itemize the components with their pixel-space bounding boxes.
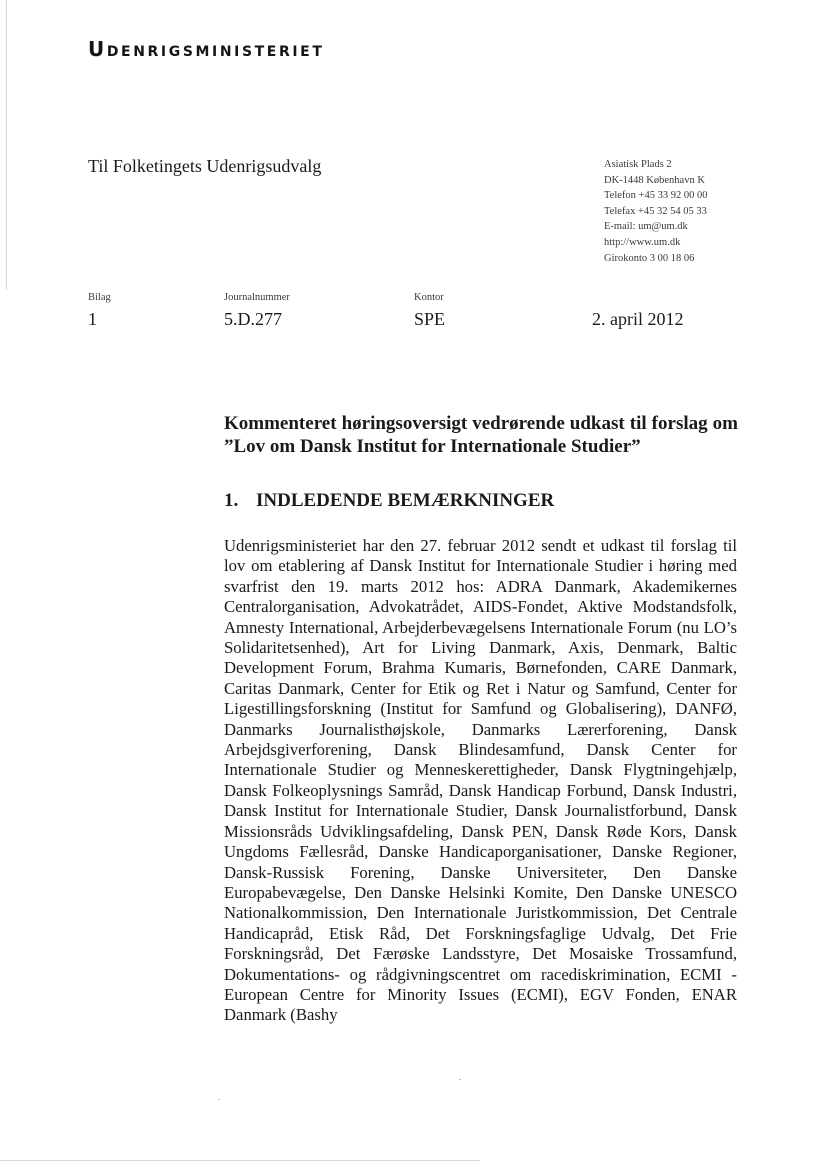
kontor-value: SPE — [414, 309, 446, 329]
section-number: 1. — [224, 490, 239, 511]
kontor-label: Kontor — [414, 292, 444, 303]
scan-speck — [459, 1079, 461, 1080]
email-line: E-mail: um@um.dk — [604, 221, 688, 233]
journal-value: 5.D.277 — [224, 309, 282, 329]
ministry-letterhead: Udenrigsministeriet — [88, 37, 325, 61]
body-paragraph: Udenrigsministeriet har den 27. februar 2012 sendt et udkast til forslag til lov om etablering af Dansk Institut for Internationale Studier i høring med svarfrist den 19. marts 2012 hos: ADRA Danmark, Akademikernes Centralorganisation, Advokatrådet, AIDS-Fondet, Aktive Modstandsfolk, Amnesty International, Arbejderbevægelsens Internationale Forum (nu LO’s Solidaritetsenhed), Art for Living Danmark, Axis, Denmark, Baltic Development Forum, Brahma Kumaris, Børnefonden, CARE Danmark, Caritas Danmark, Center for Etik og Ret i Natur og Samfund, Center for Ligestillingsforskning (Institut for Samfund og Globalisering), DANFØ, Danmarks Journalisthøjskole, Danmarks Lærerforening, Dansk Arbejdsgiverforening, Dansk Blindesamfund, Dansk Center for Internationale Studier og Menneskerettigheder, Dansk Flygtningehjælp, Dansk Folkeoplysnings Samråd, Dansk Handicap Forbund, Dansk Industri, Dansk Institut for Internationale Studier, Dansk Journalistforbund, Dansk Missionsråds Udviklingsafdeling, Dansk PEN, Dansk Røde Kors, Dansk Ungdoms Fællesråd, Danske Handicaporganisationer, Danske Regioner, Dansk-Russisk Forening, Danske Universiteter, Den Danske Europabevægelse, Den Danske Helsinki Komite, Den Danske UNESCO Nationalkommission, Den Internationale Juristkommission, Det Centrale Handicapråd, Etisk Råd, Det Forskningsfaglige Udvalg, Det Frie Forskningsråd, Det Færøske Landsstyre, Det Mosaiske Trossamfund, Dokumentations- og rådgivningscentret om racediskrimination, ECMI - European Centre for Minority Issues (ECMI), EGV Fonden, ENAR Danmark (Bashy — [224, 536, 737, 1025]
scan-edge-bottom — [0, 1160, 480, 1161]
address-block — [604, 157, 707, 266]
journal-label: Journalnummer — [224, 292, 290, 303]
section-title: INDLEDENDE BEMÆRKNINGER — [256, 490, 555, 511]
fax-line: Telefax +45 32 54 05 33 — [604, 205, 707, 217]
website-line: http://www.um.dk — [604, 236, 681, 248]
address-line: DK-1448 København K — [604, 174, 705, 186]
scan-edge-left — [6, 0, 7, 290]
recipient: Til Folketingets Udenrigsudvalg — [88, 156, 322, 176]
section-heading — [224, 490, 554, 512]
document-date: 2. april 2012 — [592, 309, 684, 329]
scan-speck — [218, 1099, 220, 1100]
giro-line: Girokonto 3 00 18 06 — [604, 252, 695, 264]
bilag-value: 1 — [88, 309, 97, 329]
document-title: Kommenteret høringsoversigt vedrørende udkast til forslag om ”Lov om Dansk Institut for Internationale Studier” — [224, 413, 738, 457]
bilag-label: Bilag — [88, 292, 111, 303]
address-line: Asiatisk Plads 2 — [604, 159, 672, 170]
phone-line: Telefon +45 33 92 00 00 — [604, 190, 708, 202]
